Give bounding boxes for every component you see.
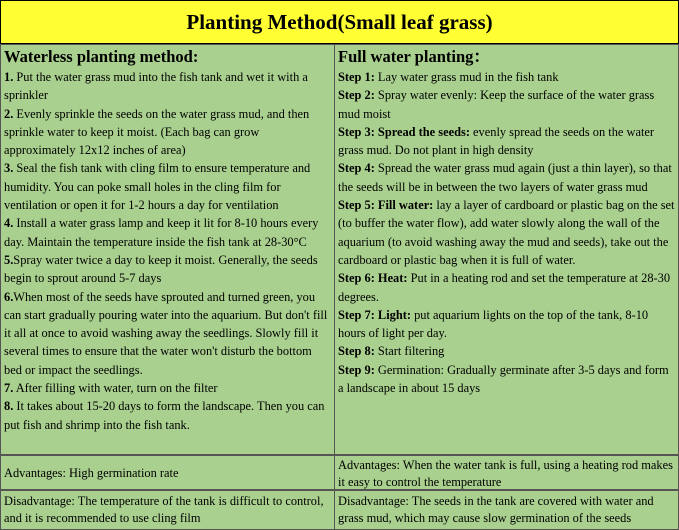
step-item	[338, 306, 675, 343]
step-number: 7.	[4, 381, 14, 396]
step-number: Step 3: Spread the seeds:	[338, 124, 470, 139]
step-text: When most of the seeds have sprouted and turned green, you can start gradually pouring water into the aquarium. But don't fill it all at once to avoid washing away the seedlings. Slowly fill it several times to ensure that the water won't disturb the bottom bed or impact the seedlings.	[4, 289, 328, 377]
waterless-disadvantage: Disadvantage: The temperature of the tank is difficult to control, and it is recommended to use cling film	[0, 490, 335, 530]
step-number: 1.	[4, 70, 14, 84]
step-item	[338, 86, 675, 123]
step-item	[338, 196, 675, 269]
step-text: put aquarium lights on the top of the tank, 8-10 hours of light per day.	[338, 307, 649, 341]
step-item	[338, 68, 675, 86]
waterless-method-cell	[0, 44, 335, 455]
full-water-steps	[338, 68, 675, 397]
step-number: 6.	[4, 289, 14, 304]
waterless-steps	[4, 68, 331, 434]
step-text: Spray water twice a day to keep it moist. Generally, the seeds begin to sprout around 5-7 days	[4, 252, 318, 286]
table-title: Planting Method(Small leaf grass)	[0, 0, 679, 44]
step-text: Lay water grass mud in the fish tank	[374, 70, 559, 84]
step-item	[338, 159, 675, 196]
full-water-heading: Full water planting：	[338, 47, 490, 66]
step-number: Step 4:	[338, 161, 375, 176]
step-item	[4, 159, 331, 214]
step-item	[4, 214, 331, 251]
step-item	[4, 251, 331, 288]
step-text: Start filtering	[374, 344, 445, 359]
step-text: Evenly sprinkle the seeds on the water grass mud, and then sprinkle water to keep it moist. (Each bag can grow approximately 12x12 inches of area)	[4, 106, 310, 158]
step-text: After filling with water, turn on the filter	[13, 381, 218, 396]
step-text: Spread the water grass mud again (just a thin layer), so that the seeds will be in between the two layers of water grass mud	[338, 161, 672, 194]
step-number: 3.	[4, 161, 14, 176]
step-item	[338, 269, 675, 306]
full-water-advantages: Advantages: When the water tank is full, using a heating rod makes it easy to control the temperature	[334, 455, 679, 490]
full-water-disadvantage: Disadvantage: The seeds in the tank are covered with water and grass mud, which may cause slow germination of the seeds	[334, 490, 679, 530]
step-text: evenly spread the seeds on the water grass mud. Do not plant in high density	[338, 124, 655, 158]
step-item	[4, 379, 331, 397]
step-item	[4, 397, 331, 434]
step-number: 8.	[4, 399, 14, 414]
step-number: Step 9:	[338, 362, 375, 377]
step-text: Spray water evenly: Keep the surface of the water grass mud moist	[338, 88, 655, 121]
step-text: Put in a heating rod and set the temperature at 28-30 degrees.	[338, 271, 671, 304]
waterless-heading: Waterless planting method:	[4, 47, 199, 66]
full-water-method-cell	[334, 44, 679, 455]
step-item	[338, 123, 675, 160]
step-text: Germination: Gradually germinate after 3-5 days and form a landscape in about 15 days	[338, 362, 669, 396]
step-text: Seal the fish tank with cling film to ensure temperature and humidity. You can poke small holes in the cling film for ventilation or open it for 1-2 hours a day for ventilation	[4, 161, 311, 213]
step-number: 5.	[4, 252, 14, 267]
step-item	[338, 342, 675, 360]
step-item	[4, 68, 331, 105]
waterless-advantages: Advantages: High germination rate	[0, 455, 335, 490]
step-number: Step 2:	[338, 88, 375, 103]
step-item	[4, 105, 331, 160]
step-number: Step 8:	[338, 344, 375, 359]
step-number: Step 7: Light:	[338, 307, 411, 322]
step-text: lay a layer of cardboard or plastic bag on the set (to buffer the water flow), add water slowly along the wall of the aquarium (to avoid washing away the mud and seeds), take out the cardboard or plastic bag when it is full of water.	[338, 198, 675, 267]
step-text: Put the water grass mud into the fish tank and wet it with a sprinkler	[4, 70, 308, 103]
step-text: It takes about 15-20 days to form the landscape. Then you can put fish and shrimp into the fish tank.	[4, 399, 325, 432]
step-text: Install a water grass lamp and keep it lit for 8-10 hours every day. Maintain the temperature inside the fish tank at 28-30°C	[4, 216, 319, 249]
step-number: Step 1:	[338, 70, 375, 84]
step-item	[4, 288, 331, 379]
step-number: 2.	[4, 106, 14, 121]
step-number: 4.	[4, 216, 14, 231]
step-item	[338, 361, 675, 398]
step-number: Step 6: Heat:	[338, 271, 408, 286]
step-number: Step 5: Fill water:	[338, 198, 434, 213]
